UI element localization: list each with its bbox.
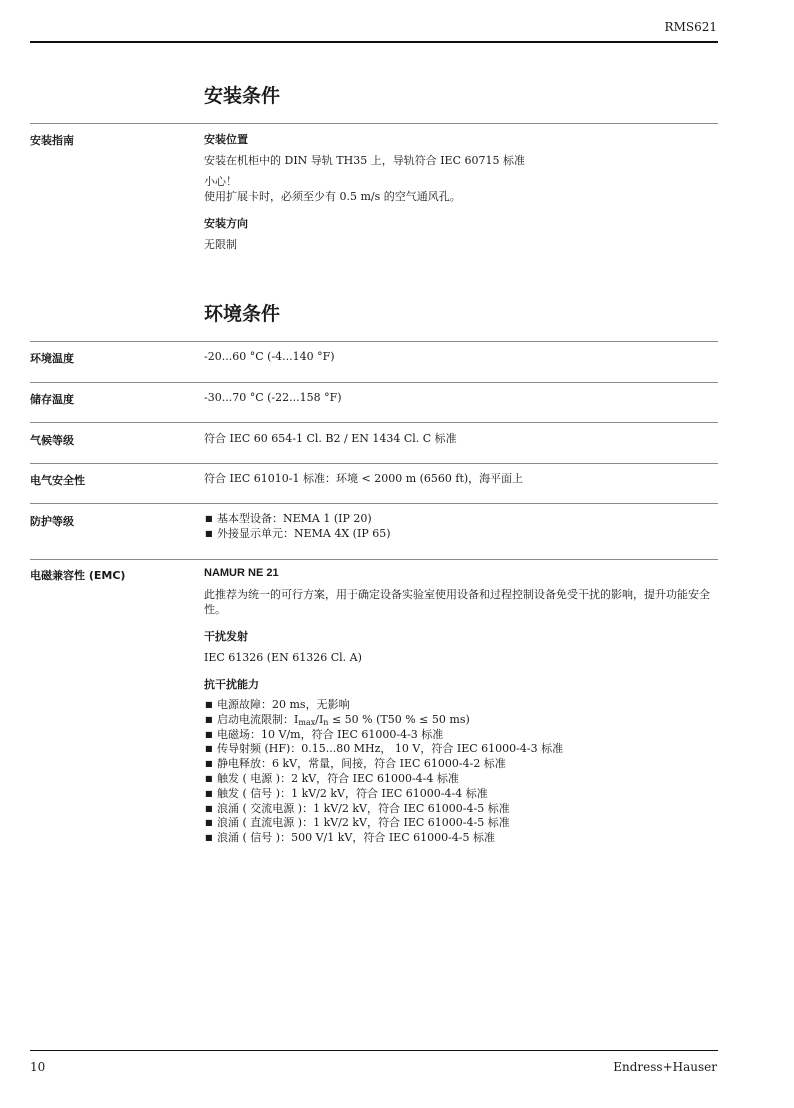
list-item: ■ 浪涌 ( 直流电源 )：1 kV/2 kV，符合 IEC 61000-4-5 标准 bbox=[205, 816, 510, 830]
protection-class-content bbox=[204, 512, 716, 542]
list-item: ■ 触发 ( 电源 )：2 kV，符合 IEC 61000-4-4 标准 bbox=[205, 771, 459, 785]
emc-content bbox=[204, 566, 716, 846]
page-number: 10 bbox=[30, 1060, 46, 1074]
list-item: ■ 外接显示单元：NEMA 4X (IP 65) bbox=[205, 526, 391, 540]
immunity-list bbox=[204, 698, 716, 846]
mounting-orientation-heading: 安装方向 bbox=[204, 217, 248, 230]
row-divider bbox=[30, 559, 718, 560]
mounting-orientation-text: 无限制 bbox=[204, 238, 237, 251]
document-code: RMS621 bbox=[664, 20, 717, 34]
section-divider bbox=[30, 123, 718, 124]
list-item: ■ 启动电流限制：$I_{max}/I_n \le 50$ % (T50 % ≤ 50 ms) bbox=[205, 712, 470, 727]
bullet-icon: ■ bbox=[205, 514, 213, 523]
emc-label: 电磁兼容性 (EMC) bbox=[30, 569, 126, 582]
interference-emission-text: IEC 61326 (EN 61326 Cl. A) bbox=[204, 651, 362, 664]
ambient-temperature-value: -20...60 °C (-4...140 °F) bbox=[204, 350, 335, 363]
footer-divider bbox=[30, 1050, 718, 1051]
caution-text: 使用扩展卡时，必须至少有 0.5 m/s 的空气通风孔。 bbox=[204, 190, 461, 203]
bullet-icon: ■ bbox=[205, 528, 213, 538]
ambient-temperature-label: 环境温度 bbox=[30, 352, 74, 365]
section-divider bbox=[30, 341, 718, 342]
row-divider bbox=[30, 503, 718, 504]
mounting-position-heading: 安装位置 bbox=[204, 133, 248, 146]
mounting-position-text: 安装在机柜中的 DIN 导轨 TH35 上，导轨符合 IEC 60715 标准 bbox=[204, 154, 525, 167]
bullet-icon: ■ bbox=[205, 759, 213, 769]
bullet-icon: ■ bbox=[205, 803, 213, 813]
namur-heading: NAMUR NE 21 bbox=[204, 567, 279, 579]
list-item: ■ 触发 ( 信号 )：1 kV/2 kV，符合 IEC 61000-4-4 标准 bbox=[205, 786, 488, 800]
climate-class-label: 气候等级 bbox=[30, 434, 74, 447]
list-item: ■ 电磁场：10 V/m，符合 IEC 61000-4-3 标准 bbox=[205, 727, 444, 741]
list-item: ■ 传导射频 (HF)：0.15...80 MHz， 10 V，符合 IEC 61000-4-3 标准 bbox=[205, 742, 564, 756]
brand-name: Endress+Hauser bbox=[613, 1060, 717, 1074]
electrical-safety-value: 符合 IEC 61010-1 标准：环境 < 2000 m (6560 ft)，海平面上 bbox=[204, 472, 524, 485]
caution-title: 小心！ bbox=[204, 175, 237, 188]
climate-class-value: 符合 IEC 60 654-1 Cl. B2 / EN 1434 Cl. C 标准 bbox=[204, 432, 457, 445]
immunity-heading: 抗干扰能力 bbox=[204, 678, 259, 691]
row-divider bbox=[30, 422, 718, 423]
installation-section-title: 安装条件 bbox=[204, 85, 281, 107]
row-divider bbox=[30, 463, 718, 464]
electrical-safety-label: 电气安全性 bbox=[30, 474, 85, 487]
bullet-icon: ■ bbox=[205, 818, 213, 828]
protection-class-label: 防护等级 bbox=[30, 515, 74, 528]
installation-guide-label: 安装指南 bbox=[30, 134, 74, 147]
bullet-icon: ■ bbox=[205, 788, 213, 798]
list-item: ■ 浪涌 ( 信号 )：500 V/1 kV，符合 IEC 61000-4-5 标准 bbox=[205, 831, 496, 845]
environment-section-title: 环境条件 bbox=[204, 303, 281, 325]
row-divider bbox=[30, 382, 718, 383]
storage-temperature-value: -30...70 °C (-22...158 °F) bbox=[204, 391, 342, 404]
list-item: ■ 浪涌 ( 交流电源 )：1 kV/2 kV，符合 IEC 61000-4-5 标准 bbox=[205, 801, 510, 815]
bullet-icon: ■ bbox=[205, 773, 213, 783]
installation-guide-content bbox=[204, 132, 716, 258]
bullet-icon: ■ bbox=[205, 833, 213, 843]
interference-emission-heading: 干扰发射 bbox=[204, 630, 248, 643]
bullet-icon: ■ bbox=[205, 700, 213, 709]
list-item: ■ 静电释放：6 kV，常量，间接，符合 IEC 61000-4-2 标准 bbox=[205, 757, 506, 771]
list-item: ■ 基本型设备：NEMA 1 (IP 20) bbox=[205, 512, 372, 525]
bullet-icon: ■ bbox=[205, 744, 213, 754]
list-item: ■ 电源故障：20 ms，无影响 bbox=[205, 698, 350, 711]
bullet-icon: ■ bbox=[205, 714, 213, 724]
header-divider bbox=[30, 41, 718, 43]
namur-text: 此推荐为统一的可行方案，用于确定设备实验室使用设备和过程控制设备免受干扰的影响，提升功能安全性。 bbox=[204, 588, 710, 616]
bullet-icon: ■ bbox=[205, 729, 213, 739]
storage-temperature-label: 储存温度 bbox=[30, 393, 74, 406]
